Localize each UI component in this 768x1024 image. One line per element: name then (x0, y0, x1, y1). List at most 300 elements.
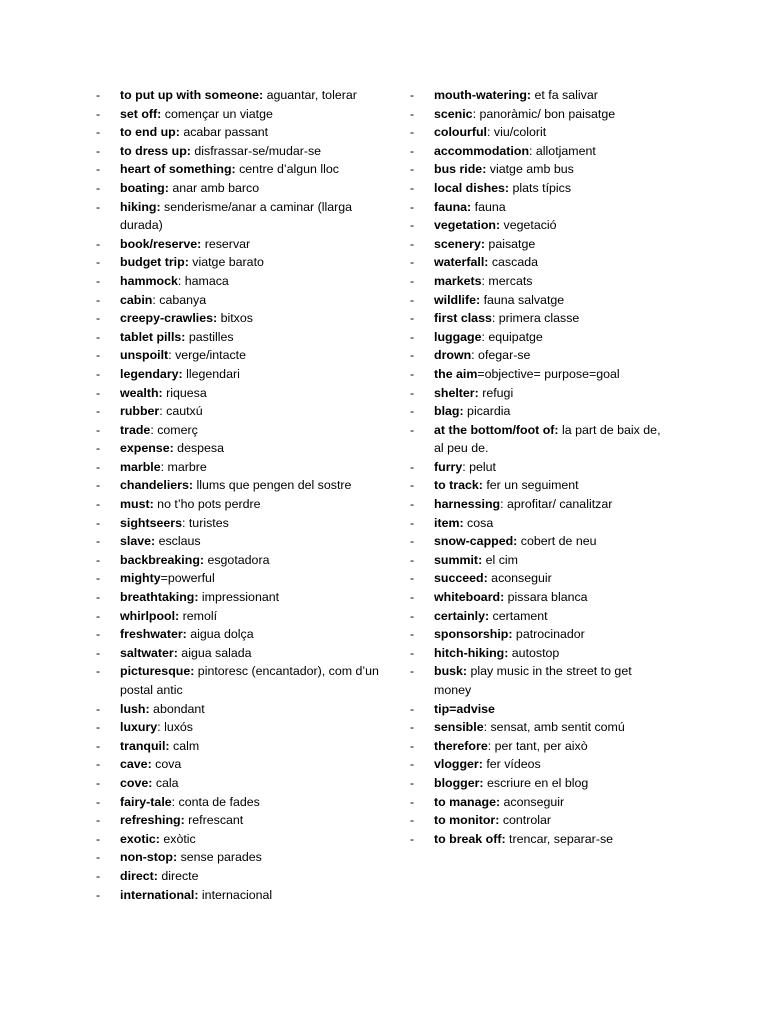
vocab-term: slave: (120, 534, 156, 549)
vocab-entry (96, 793, 388, 812)
vocab-entry (96, 495, 388, 514)
vocab-definition: : panoràmic/ bon paisatge (472, 106, 616, 121)
bullet-dash: - (410, 385, 415, 400)
vocab-entry (410, 272, 672, 291)
vocab-definition: cala (152, 775, 179, 790)
bullet-dash: - (410, 664, 415, 679)
bullet-dash: - (410, 311, 415, 326)
vocab-term: fauna: (434, 199, 472, 214)
vocab-entry (410, 198, 672, 217)
vocab-term: trade (120, 422, 151, 437)
vocab-entry (410, 421, 672, 458)
vocab-term: to manage: (434, 794, 501, 809)
bullet-dash: - (96, 552, 101, 567)
bullet-dash: - (96, 255, 101, 270)
vocab-entry (96, 569, 388, 588)
vocab-definition: internacional (198, 887, 273, 902)
vocab-term: unspoilt (120, 348, 169, 363)
bullet-dash: - (410, 143, 415, 158)
vocab-entry (410, 346, 672, 365)
vocab-definition: directe (157, 868, 199, 883)
vocab-entry (410, 644, 672, 663)
vocab-definition: paisatge (484, 236, 536, 251)
vocab-entry (410, 774, 672, 793)
bullet-dash: - (96, 571, 101, 586)
bullet-dash: - (410, 459, 415, 474)
vocab-term: sponsorship: (434, 627, 513, 642)
vocab-definition: aigua dolça (186, 627, 254, 642)
bullet-dash: - (96, 738, 101, 753)
vocab-term: non-stop: (120, 850, 178, 865)
vocab-definition: : aprofitar/ canalitzar (500, 497, 613, 512)
vocab-entry (96, 421, 388, 440)
vocab-definition: acabar passant (179, 125, 269, 140)
vocab-entry (96, 700, 388, 719)
vocab-entry (410, 476, 672, 495)
bullet-dash: - (410, 218, 415, 233)
bullet-dash: - (410, 255, 415, 270)
vocab-term: local dishes: (434, 180, 510, 195)
vocab-entry (96, 384, 388, 403)
vocab-definition: cobert de neu (517, 534, 597, 549)
bullet-dash: - (96, 775, 101, 790)
vocab-entry (96, 662, 388, 699)
vocab-entry (96, 607, 388, 626)
vocab-definition: aguantar, tolerar (263, 88, 357, 102)
bullet-dash: - (96, 329, 101, 344)
vocab-definition: pastilles (185, 329, 234, 344)
vocab-term: blag: (434, 404, 464, 419)
bullet-dash: - (96, 701, 101, 716)
vocab-definition: refrescant (184, 813, 244, 828)
vocab-entry (410, 625, 672, 644)
vocab-definition: el cim (482, 552, 519, 567)
bullet-dash: - (410, 180, 415, 195)
vocab-term: scenery: (434, 236, 485, 251)
vocab-term: furry (434, 459, 463, 474)
bullet-dash: - (410, 329, 415, 344)
vocab-definition: plats típics (509, 180, 572, 195)
vocab-definition: viatge barato (188, 255, 264, 270)
vocab-entry (410, 551, 672, 570)
bullet-dash: - (410, 106, 415, 121)
vocab-term: breathtaking: (120, 590, 199, 605)
vocab-definition: : verge/intacte (168, 348, 247, 363)
vocab-term: scenic (434, 106, 473, 121)
vocab-term: expense: (120, 441, 174, 456)
vocab-entry (410, 662, 672, 699)
vocabulary-list-right (410, 86, 672, 848)
bullet-dash: - (410, 534, 415, 549)
bullet-dash: - (96, 478, 101, 493)
bullet-dash: - (410, 422, 415, 437)
vocab-entry (410, 384, 672, 403)
vocab-term: markets (434, 273, 482, 288)
vocab-entry (410, 569, 672, 588)
vocab-entry (96, 253, 388, 272)
vocab-definition: anar amb barco (168, 180, 260, 195)
vocab-term: boating: (120, 180, 169, 195)
vocab-definition: : viu/colorit (487, 125, 547, 140)
vocab-term: to monitor: (434, 813, 500, 828)
vocab-definition: la part de baix de, al peu de. (434, 422, 661, 456)
vocab-definition: aconseguir (487, 571, 552, 586)
vocab-definition: : turistes (181, 515, 229, 530)
bullet-dash: - (410, 831, 415, 846)
vocab-entry (96, 532, 388, 551)
vocab-definition: : cautxú (159, 404, 203, 419)
vocab-definition: controlar (499, 813, 552, 828)
vocab-definition: impressionant (198, 590, 280, 605)
bullet-dash: - (410, 162, 415, 177)
vocab-definition: cascada (488, 255, 538, 270)
vocab-term: therefore (434, 738, 488, 753)
vocab-term: waterfall: (434, 255, 489, 270)
vocab-definition: fauna salvatge (480, 292, 565, 307)
vocab-term: bus ride: (434, 162, 487, 177)
bullet-dash: - (410, 590, 415, 605)
vocab-entry (410, 737, 672, 756)
vocab-entry (410, 793, 672, 812)
bullet-dash: - (96, 125, 101, 140)
vocab-term: drown (434, 348, 472, 363)
vocab-term: accommodation (434, 143, 530, 158)
vocab-entry (96, 848, 388, 867)
vocab-definition: sense parades (177, 850, 262, 865)
vocab-term: mouth-watering: (434, 88, 532, 102)
vocab-definition: despesa (173, 441, 225, 456)
vocab-entry (96, 755, 388, 774)
vocab-definition: riquesa (162, 385, 207, 400)
vocab-term: shelter: (434, 385, 479, 400)
bullet-dash: - (410, 515, 415, 530)
bullet-dash: - (96, 813, 101, 828)
vocab-entry (96, 160, 388, 179)
vocab-definition: viatge amb bus (486, 162, 574, 177)
vocab-term: hitch-hiking: (434, 645, 509, 660)
vocab-entry (410, 86, 672, 105)
vocab-entry (410, 309, 672, 328)
vocab-term: to dress up: (120, 143, 191, 158)
vocab-entry (96, 514, 388, 533)
vocab-term: wealth: (120, 385, 163, 400)
vocab-definition: certament (489, 608, 548, 623)
vocab-term: hiking: (120, 199, 161, 214)
vocab-term: vlogger: (434, 757, 483, 772)
bullet-dash: - (96, 88, 101, 102)
bullet-dash: - (96, 106, 101, 121)
vocab-entry (96, 346, 388, 365)
vocab-definition: exòtic (159, 831, 196, 846)
vocab-term: cove: (120, 775, 153, 790)
vocab-term: sensible (434, 720, 484, 735)
vocab-entry (410, 402, 672, 421)
vocab-entry (96, 551, 388, 570)
bullet-dash: - (96, 366, 101, 381)
vocab-definition: refugi (478, 385, 514, 400)
vocab-definition: començar un viatge (161, 106, 273, 121)
vocab-entry (410, 105, 672, 124)
vocab-definition: : allotjament (529, 143, 596, 158)
bullet-dash: - (410, 757, 415, 772)
vocab-definition: reservar (201, 236, 251, 251)
vocab-definition: escriure en el blog (483, 775, 589, 790)
bullet-dash: - (410, 701, 415, 716)
vocab-term: certainly: (434, 608, 490, 623)
bullet-dash: - (96, 515, 101, 530)
vocab-term: must: (120, 497, 154, 512)
bullet-dash: - (96, 236, 101, 251)
vocab-definition: calm (169, 738, 200, 753)
vocab-entry (410, 830, 672, 849)
vocab-entry (410, 291, 672, 310)
vocab-definition: llums que pengen del sostre (193, 478, 352, 493)
vocab-term: to break off: (434, 831, 506, 846)
bullet-dash: - (410, 125, 415, 140)
vocab-term: marble (120, 459, 161, 474)
vocab-term: freshwater: (120, 627, 187, 642)
vocab-definition: picardia (463, 404, 511, 419)
vocab-definition: play music in the street to get money (434, 664, 632, 697)
vocab-definition: aigua salada (177, 645, 252, 660)
vocab-term: first class (434, 311, 492, 326)
vocab-entry (96, 811, 388, 830)
vocab-entry (410, 123, 672, 142)
vocab-term: rubber (120, 404, 160, 419)
vocab-definition: : comerç (150, 422, 198, 437)
vocab-definition: : luxós (157, 720, 193, 735)
vocab-definition: : sensat, amb sentit comú (483, 720, 625, 735)
vocab-definition: esgotadora (204, 552, 270, 567)
vocab-term: luxury (120, 720, 158, 735)
vocab-entry (96, 235, 388, 254)
vocab-definition: autostop (508, 645, 560, 660)
vocab-term: busk: (434, 664, 468, 679)
vocab-term: cabin (120, 292, 153, 307)
bullet-dash: - (96, 404, 101, 419)
bullet-dash: - (410, 775, 415, 790)
vocab-term: summit: (434, 552, 483, 567)
vocab-term: the aim (434, 366, 478, 381)
vocab-term: cave: (120, 757, 152, 772)
vocab-entry (410, 160, 672, 179)
vocab-term: book/reserve: (120, 236, 202, 251)
bullet-dash: - (96, 534, 101, 549)
vocab-entry (96, 830, 388, 849)
vocab-entry (96, 402, 388, 421)
vocab-entry (410, 365, 672, 384)
vocab-definition: pintoresc (encantador), com d’un postal antic (120, 664, 379, 697)
vocab-entry (410, 179, 672, 198)
vocab-term: succeed: (434, 571, 488, 586)
bullet-dash: - (96, 385, 101, 400)
vocab-term: tip=advise (434, 701, 495, 716)
vocab-entry (96, 291, 388, 310)
vocab-definition: : per tant, per això (487, 738, 588, 753)
bullet-dash: - (96, 422, 101, 437)
bullet-dash: - (96, 459, 101, 474)
vocab-definition: cosa (463, 515, 494, 530)
vocab-entry (96, 86, 388, 105)
vocab-term: snow-capped: (434, 534, 518, 549)
vocab-entry (410, 142, 672, 161)
vocab-definition: : conta de fades (171, 794, 260, 809)
vocab-term: budget trip: (120, 255, 189, 270)
bullet-dash: - (96, 720, 101, 735)
vocab-term: to end up: (120, 125, 180, 140)
vocab-term: international: (120, 887, 199, 902)
bullet-dash: - (96, 645, 101, 660)
bullet-dash: - (410, 404, 415, 419)
vocab-term: mighty (120, 571, 161, 586)
vocab-term: tranquil: (120, 738, 170, 753)
vocab-definition: pissara blanca (504, 590, 588, 605)
bullet-dash: - (410, 348, 415, 363)
vocab-term: whiteboard: (434, 590, 505, 605)
vocab-definition: fauna (471, 199, 506, 214)
bullet-dash: - (96, 794, 101, 809)
vocab-entry (410, 216, 672, 235)
bullet-dash: - (96, 850, 101, 865)
vocab-entry (410, 235, 672, 254)
vocab-entry (410, 718, 672, 737)
vocab-entry (410, 811, 672, 830)
vocab-entry (96, 123, 388, 142)
vocab-term: lush: (120, 701, 150, 716)
bullet-dash: - (96, 292, 101, 307)
bullet-dash: - (410, 273, 415, 288)
vocab-entry (96, 774, 388, 793)
vocab-term: luggage (434, 329, 482, 344)
vocab-definition: : ofegar-se (471, 348, 531, 363)
bullet-dash: - (410, 645, 415, 660)
vocab-definition: =powerful (160, 571, 215, 586)
bullet-dash: - (410, 720, 415, 735)
vocab-definition: fer vídeos (482, 757, 541, 772)
vocab-term: heart of something: (120, 162, 236, 177)
vocab-definition: =objective= purpose=goal (477, 366, 620, 381)
vocab-definition: : pelut (462, 459, 496, 474)
vocab-entry (96, 737, 388, 756)
vocab-term: harnessing (434, 497, 501, 512)
vocab-definition: vegetació (500, 218, 557, 233)
bullet-dash: - (410, 88, 415, 102)
vocab-definition: centre d’algun lloc (235, 162, 339, 177)
vocab-definition: : equipatge (481, 329, 543, 344)
vocab-entry (410, 458, 672, 477)
vocab-definition: aconseguir (500, 794, 565, 809)
vocab-term: chandeliers: (120, 478, 193, 493)
vocab-term: fairy-tale (120, 794, 172, 809)
vocab-term: to track: (434, 478, 483, 493)
vocab-entry (96, 886, 388, 905)
vocab-definition: abondant (149, 701, 205, 716)
bullet-dash: - (410, 292, 415, 307)
vocab-term: item: (434, 515, 464, 530)
bullet-dash: - (96, 199, 101, 214)
vocab-term: refreshing: (120, 813, 185, 828)
bullet-dash: - (410, 813, 415, 828)
vocab-term: tablet pills: (120, 329, 186, 344)
vocab-term: saltwater: (120, 645, 178, 660)
bullet-dash: - (410, 794, 415, 809)
vocab-entry (96, 198, 388, 235)
bullet-dash: - (96, 868, 101, 883)
vocab-entry (410, 755, 672, 774)
bullet-dash: - (96, 664, 101, 679)
vocab-term: creepy-crawlies: (120, 311, 218, 326)
vocab-definition: : primera classe (491, 311, 580, 326)
bullet-dash: - (96, 162, 101, 177)
vocab-term: vegetation: (434, 218, 501, 233)
vocab-term: to put up with someone: (120, 88, 264, 102)
bullet-dash: - (96, 608, 101, 623)
vocab-definition: trencar, separar-se (505, 831, 614, 846)
vocab-term: colourful (434, 125, 487, 140)
vocab-definition: : cabanya (152, 292, 207, 307)
vocab-entry (410, 328, 672, 347)
vocab-definition: disfrassar-se/mudar-se (190, 143, 322, 158)
bullet-dash: - (410, 627, 415, 642)
vocab-entry (96, 105, 388, 124)
bullet-dash: - (96, 273, 101, 288)
vocab-entry (410, 532, 672, 551)
vocab-definition: esclaus (155, 534, 201, 549)
bullet-dash: - (96, 441, 101, 456)
vocab-definition: bitxos (217, 311, 253, 326)
bullet-dash: - (96, 180, 101, 195)
vocabulary-list-left (96, 86, 388, 904)
bullet-dash: - (96, 757, 101, 772)
vocab-definition: : hamaca (177, 273, 229, 288)
bullet-dash: - (410, 552, 415, 567)
vocab-term: exotic: (120, 831, 160, 846)
vocab-definition: no t’ho pots perdre (153, 497, 261, 512)
bullet-dash: - (96, 887, 101, 902)
vocab-definition: et fa salivar (531, 88, 598, 102)
vocab-definition: fer un seguiment (482, 478, 579, 493)
bullet-dash: - (410, 478, 415, 493)
vocab-entry (96, 328, 388, 347)
bullet-dash: - (96, 143, 101, 158)
bullet-dash: - (410, 497, 415, 512)
vocab-entry (96, 179, 388, 198)
vocab-entry (96, 142, 388, 161)
vocab-term: backbreaking: (120, 552, 205, 567)
bullet-dash: - (410, 608, 415, 623)
vocab-entry (96, 309, 388, 328)
vocab-definition: : mercats (481, 273, 533, 288)
vocab-term: hammock (120, 273, 178, 288)
vocab-entry (96, 625, 388, 644)
bullet-dash: - (96, 311, 101, 326)
vocab-entry (96, 644, 388, 663)
bullet-dash: - (96, 497, 101, 512)
vocab-term: direct: (120, 868, 158, 883)
vocab-term: picturesque: (120, 664, 195, 679)
vocab-entry (410, 588, 672, 607)
vocab-entry (96, 867, 388, 886)
vocab-entry (410, 607, 672, 626)
vocab-entry (96, 458, 388, 477)
vocab-entry (96, 272, 388, 291)
vocab-term: set off: (120, 106, 162, 121)
vocab-entry (410, 700, 672, 719)
bullet-dash: - (410, 199, 415, 214)
bullet-dash: - (410, 738, 415, 753)
vocab-entry (96, 718, 388, 737)
vocab-definition: senderisme/anar a caminar (llarga durada) (120, 199, 353, 233)
